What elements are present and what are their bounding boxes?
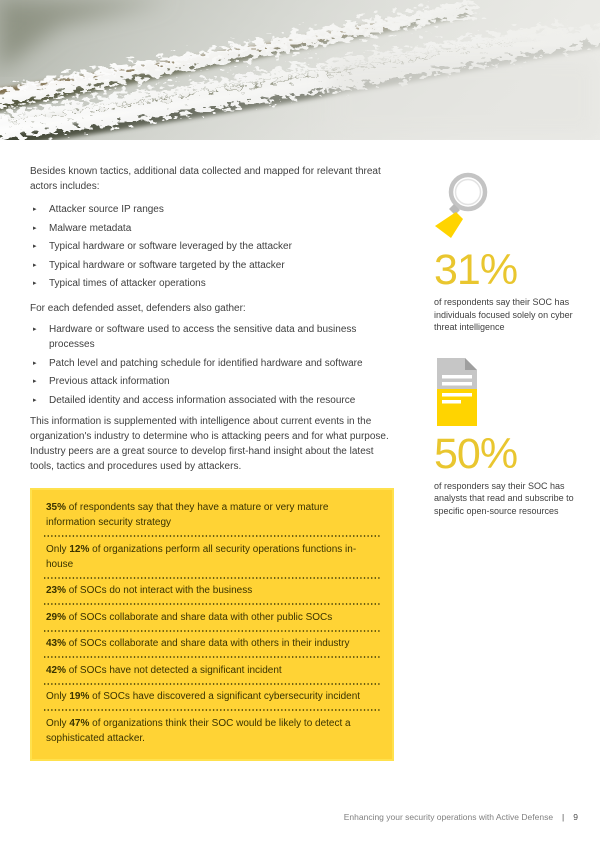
page-footer bbox=[344, 812, 578, 822]
list-item bbox=[30, 258, 394, 273]
gather-heading: For each defended asset, defenders also gather: bbox=[30, 303, 246, 314]
stat-row-text: of SOCs do not interact with the business bbox=[66, 585, 253, 596]
stat-row-text: of SOCs have not detected a significant incident bbox=[66, 664, 282, 676]
stat-row-percentage: 47% bbox=[69, 717, 90, 729]
stat-value-50: 50% bbox=[434, 429, 518, 478]
hero-image bbox=[0, 0, 600, 140]
list-item-text: Previous attack information bbox=[49, 376, 170, 387]
stat-row bbox=[46, 711, 378, 751]
stat-open-source bbox=[434, 358, 586, 518]
stats-rail bbox=[434, 166, 586, 518]
stat-row-prefix: Only bbox=[46, 717, 70, 729]
stat-threat-intelligence bbox=[434, 166, 586, 334]
footer-title: Enhancing your security operations with Active Defense bbox=[343, 812, 554, 822]
stat-row-text: of SOCs collaborate and share data with other public SOCs bbox=[66, 611, 333, 623]
list-item bbox=[30, 393, 394, 408]
list-item bbox=[30, 322, 394, 352]
stat-row bbox=[46, 537, 378, 577]
list-item-text: Typical times of attacker operations bbox=[49, 278, 206, 289]
stat-row bbox=[46, 658, 378, 683]
stat-row bbox=[46, 496, 378, 536]
stat-caption: of respondents say their SOC has individuals focused solely on cyber threat intelligence bbox=[434, 297, 573, 333]
list-item bbox=[30, 276, 394, 291]
hero-image-frosty-branches bbox=[0, 0, 600, 140]
stat-row-percentage: 12% bbox=[69, 543, 90, 555]
stat-row bbox=[46, 632, 378, 657]
list-item bbox=[30, 239, 394, 254]
magnifier-icon bbox=[434, 166, 586, 244]
stat-row-percentage: 43% bbox=[46, 638, 67, 649]
list-item-text: Attacker source IP ranges bbox=[49, 204, 164, 215]
stat-row-text: of organizations perform all security operations functions in-house bbox=[46, 543, 357, 570]
stat-row-prefix: Only bbox=[46, 691, 70, 702]
list-item-text: Typical hardware or software targeted by the attacker bbox=[49, 259, 285, 271]
list-item bbox=[30, 356, 394, 371]
supplement-paragraph: This information is supplemented with intelligence about current events in the organization's industry to determine who is attacking peers and for what purpose. Industry peers are a great source to develop first-hand insight about the latest tools, tactics and procedures used by attackers. bbox=[30, 415, 389, 472]
stat-row-text: of organizations think their SOC would be likely to detect a sophisticated attacker. bbox=[46, 717, 351, 744]
stat-row-percentage: 29% bbox=[46, 611, 67, 623]
stat-value-31: 31% bbox=[434, 246, 518, 294]
list-item-text: Malware metadata bbox=[49, 222, 132, 234]
list-item-text: Hardware or software used to access the sensitive data and business processes bbox=[49, 324, 357, 350]
list-item bbox=[30, 202, 394, 217]
list-item bbox=[30, 374, 394, 389]
list-item-text: Typical hardware or software leveraged by the attacker bbox=[49, 241, 292, 252]
stat-row-percentage: 42% bbox=[46, 664, 67, 676]
document-icon bbox=[434, 358, 586, 428]
stat-row bbox=[46, 685, 378, 710]
page-number: 9 bbox=[573, 812, 578, 822]
stat-row-text: of SOCs collaborate and share data with others in their industry bbox=[66, 638, 350, 649]
stat-row bbox=[46, 605, 378, 630]
statistics-highlight-box bbox=[30, 488, 394, 761]
defender-data-list bbox=[30, 322, 394, 408]
stat-row bbox=[46, 579, 378, 604]
body-column bbox=[30, 164, 394, 761]
stat-row-text: of respondents say that they have a mature or very mature information security strategy bbox=[46, 502, 329, 528]
stat-caption: of responders say their SOC has analysts that read and subscribe to specific open-source resources bbox=[434, 480, 574, 516]
list-item-text: Detailed identity and access information associated with the resource bbox=[49, 394, 356, 406]
intro-paragraph: Besides known tactics, additional data collected and mapped for relevant threat actors includes: bbox=[30, 166, 381, 192]
stat-row-percentage: 19% bbox=[69, 691, 90, 702]
list-item bbox=[30, 221, 394, 236]
stat-row-text: of SOCs have discovered a significant cybersecurity incident bbox=[89, 691, 361, 702]
stat-row-percentage: 35% bbox=[46, 502, 67, 513]
footer-divider: | bbox=[562, 812, 565, 822]
list-item-text: Patch level and patching schedule for identified hardware and software bbox=[49, 357, 363, 369]
stat-row-prefix: Only bbox=[46, 543, 70, 555]
threat-data-list bbox=[30, 202, 394, 291]
stat-row-percentage: 23% bbox=[46, 585, 67, 596]
